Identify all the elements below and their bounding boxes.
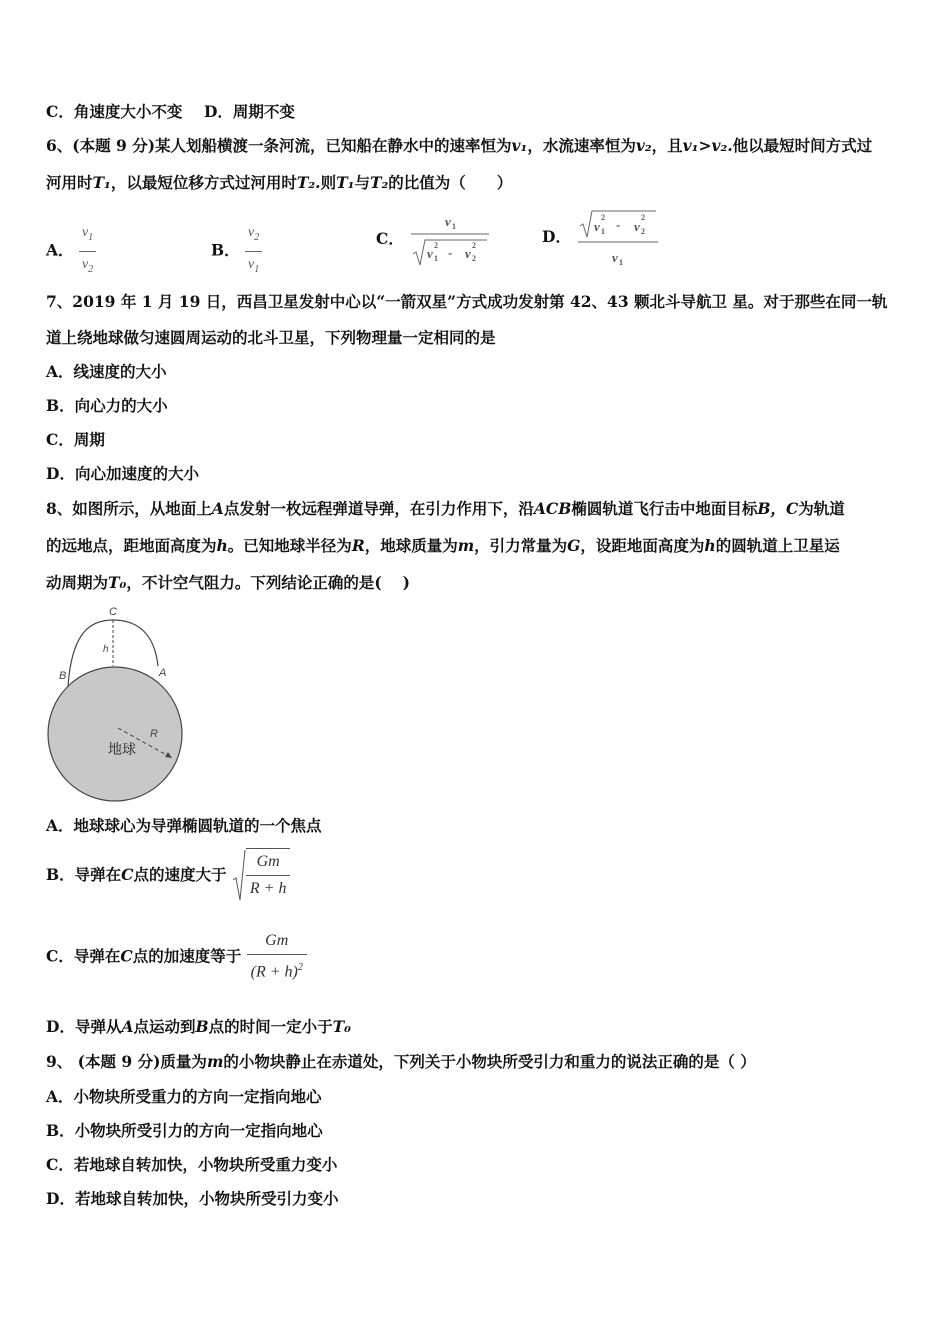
svg-text:v: v	[427, 246, 434, 261]
q8-stem-line2: 的远地点，距地面高度为h。已知地球半径为R，地球质量为m，引力常量为G，设距地面高度为h的圆轨道上卫星运	[46, 536, 840, 555]
svg-text:1: 1	[601, 227, 606, 236]
svg-text:1: 1	[619, 258, 624, 267]
svg-text:2: 2	[434, 241, 439, 250]
q8-option-b[interactable]: B．导弹在C点的速度大于 Gm R + h	[46, 848, 290, 902]
q6-option-a[interactable]: A． $\frac{v_1}{v_2}$	[46, 222, 96, 281]
fraction-v1-over-v2: $\frac{v_1}{v_2}$	[79, 222, 96, 281]
q6-option-c[interactable]: C． v 1 v 2 1 - v 2 2	[376, 210, 491, 268]
q8-option-d[interactable]: D．导弹从A点运动到B点的时间一定小于T₀	[46, 1017, 351, 1036]
svg-text:v: v	[594, 219, 601, 234]
svg-text:2: 2	[601, 213, 606, 222]
q9-option-c[interactable]: C．若地球自转加快，小物块所受重力变小	[46, 1155, 338, 1174]
q9-option-a[interactable]: A．小物块所受重力的方向一定指向地心	[46, 1087, 322, 1106]
label-r: R	[150, 728, 158, 740]
svg-text:v: v	[612, 250, 619, 265]
q5-options	[46, 101, 295, 123]
svg-text:v: v	[445, 214, 452, 229]
label-h: h	[103, 644, 109, 655]
svg-text:-: -	[616, 217, 621, 232]
q8-option-a[interactable]: A．地球球心为导弹椭圆轨道的一个焦点	[46, 816, 322, 835]
fraction-v2-over-v1: $\frac{v_2}{v_1}$	[245, 222, 262, 281]
orbit-diagram	[42, 600, 192, 810]
q6-option-b[interactable]: B． $\frac{v_2}{v_1}$	[211, 222, 262, 281]
svg-text:v: v	[634, 219, 641, 234]
svg-text:1: 1	[434, 254, 439, 263]
fraction-sqrt-over-v1	[576, 206, 660, 268]
svg-text:2: 2	[472, 241, 477, 250]
q8-stem-line3: 动周期为T₀，不计空气阻力。下列结论正确的是( )	[46, 573, 410, 592]
q7-option-d[interactable]: D．向心加速度的大小	[46, 464, 199, 483]
svg-text:-: -	[448, 245, 453, 260]
svg-text:v: v	[465, 246, 472, 261]
svg-text:2: 2	[472, 254, 477, 263]
sqrt-gm-over-rh: Gm R + h	[232, 848, 291, 902]
svg-text:2: 2	[641, 213, 646, 222]
label-a: A	[159, 667, 167, 679]
q9-option-d[interactable]: D．若地球自转加快，小物块所受引力变小	[46, 1189, 339, 1208]
q7-option-c[interactable]: C．周期	[46, 430, 105, 449]
q6-stem-line1: 6、(本题 9 分)某人划船横渡一条河流，已知船在静水中的速率恒为v₁，水流速率恒为v₂，且v₁>v₂.他以最短时间方式过	[46, 136, 873, 155]
svg-text:1: 1	[452, 222, 457, 231]
label-c: C	[109, 606, 117, 618]
fraction-gm-over-rh-squared: $\frac{Gm}{(R + h)^2}$	[247, 928, 307, 985]
label-earth: 地球	[108, 742, 136, 758]
q8-option-c[interactable]: C．导弹在C点的加速度等于 $\frac{Gm}{(R + h)^2}$	[46, 928, 307, 985]
q6-option-d[interactable]: D． v 2 1 - v 2 2 v 1	[542, 206, 660, 268]
q5-option-d: D．周期不变	[203, 102, 295, 121]
fraction-v1-over-sqrt	[409, 210, 491, 268]
earth-circle	[48, 667, 182, 801]
q7-option-a[interactable]: A．线速度的大小	[46, 362, 167, 381]
label-b: B	[59, 670, 67, 682]
svg-text:2: 2	[641, 227, 646, 236]
q6-stem-line2: 河用时T₁，以最短位移方式过河用时T₂.则T₁与T₂的比值为（ ）	[46, 173, 513, 192]
q7-stem-line2: 道上绕地球做匀速圆周运动的北斗卫星，下列物理量一定相同的是	[46, 328, 496, 347]
q9-option-b[interactable]: B．小物块所受引力的方向一定指向地心	[46, 1121, 323, 1140]
q7-stem-line1: 7、2019 年 1 月 19 日，西昌卫星发射中心以“一箭双星”方式成功发射第 42、43 颗北斗导航卫 星。对于那些在同一轨	[46, 292, 888, 311]
q9-stem: 9、 (本题 9 分)质量为m的小物块静止在赤道处，下列关于小物块所受引力和重力的说法正确的是（ ）	[46, 1052, 756, 1071]
q7-option-b[interactable]: B．向心力的大小	[46, 396, 168, 415]
q8-stem-line1: 8、如图所示，从地面上A点发射一枚远程弹道导弹，在引力作用下，沿ACB椭圆轨道飞行击中地面目标B，C为轨道	[46, 499, 845, 518]
q5-option-c: C．角速度大小不变	[46, 102, 183, 121]
